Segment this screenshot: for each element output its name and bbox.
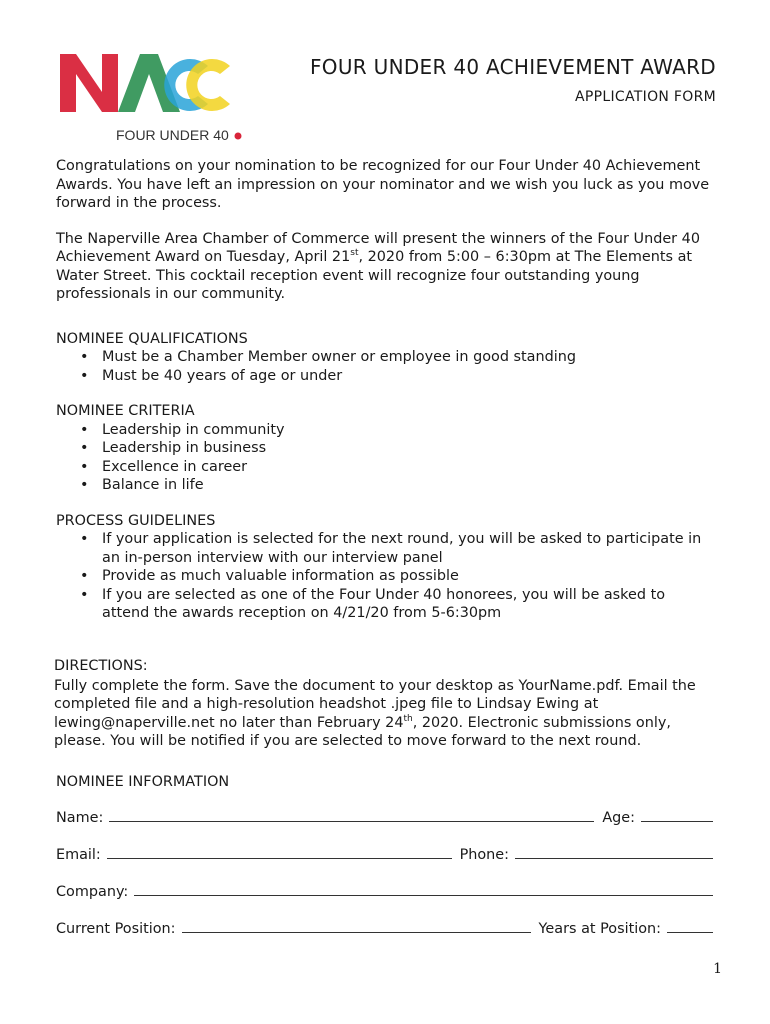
company-field[interactable] <box>134 883 713 896</box>
years-label: Years at Position: <box>538 920 661 937</box>
email-label: Email: <box>56 846 101 863</box>
phone-label: Phone: <box>459 846 509 863</box>
list-item: • If you are selected as one of the Four Under 40 honorees, you will be asked to attend the awards reception on 4/21/20 from 5-6:30pm <box>102 586 716 623</box>
name-age-row <box>56 809 713 846</box>
name-label: Name: <box>56 809 104 826</box>
list-item: • If your application is selected for the next round, you will be asked to participate in an in-person interview with our interview panel <box>102 530 716 567</box>
nominee-information-section <box>56 773 713 957</box>
list-item: • Must be a Chamber Member owner or employee in good standing <box>102 348 716 367</box>
logo-tagline: FOUR UNDER 40 <box>116 127 229 143</box>
years-field[interactable] <box>667 920 713 933</box>
criteria-section <box>56 402 716 495</box>
page-title: FOUR UNDER 40 ACHIEVEMENT AWARD <box>310 55 716 79</box>
position-label: Current Position: <box>56 920 176 937</box>
email-field[interactable] <box>107 846 452 859</box>
main-content <box>56 157 716 623</box>
qualifications-heading: NOMINEE QUALIFICATIONS <box>56 330 248 347</box>
directions-text: Fully complete the form. Save the document to your desktop as YourName.pdf. Email the completed file and a high-resolution headshot .jpeg file to Lindsay Ewing at lewing@naperville.net no later than February 24th, 2020. Electronic submissions only, please. You will be notified if you are selected to move forward to the next round. <box>54 677 696 749</box>
list-item: • Balance in life <box>102 476 716 495</box>
intro-paragraph-1: Congratulations on your nomination to be recognized for our Four Under 40 Achievement Awards. You have left an impression on your nominator and we wish you luck as you move forward in the process. <box>56 158 710 211</box>
page-subtitle: APPLICATION FORM <box>575 89 716 105</box>
criteria-heading: NOMINEE CRITERIA <box>56 403 195 419</box>
list-item: • Must be 40 years of age or under <box>102 367 716 386</box>
phone-field[interactable] <box>515 846 713 859</box>
list-item: • Leadership in community <box>102 421 716 440</box>
logo-letter-n <box>60 54 118 112</box>
position-row <box>56 920 713 957</box>
page-number: 1 <box>713 961 722 977</box>
list-item: • Leadership in business <box>102 439 716 458</box>
logo-dot <box>235 133 242 140</box>
directions-section <box>54 657 718 751</box>
list-item: • Provide as much valuable information as possible <box>102 567 716 586</box>
company-row <box>56 883 713 920</box>
name-field[interactable] <box>109 809 594 822</box>
list-item: • Excellence in career <box>102 458 716 477</box>
guidelines-section <box>56 512 716 623</box>
position-field[interactable] <box>182 920 531 933</box>
guidelines-heading: PROCESS GUIDELINES <box>56 512 216 529</box>
age-field[interactable] <box>641 809 713 822</box>
age-label: Age: <box>602 809 635 826</box>
company-label: Company: <box>56 883 129 900</box>
nacc-logo <box>58 52 248 152</box>
nominee-heading: NOMINEE INFORMATION <box>56 774 230 790</box>
qualifications-section <box>56 330 716 386</box>
intro-paragraph-2: The Naperville Area Chamber of Commerce will present the winners of the Four Under 40 Achievement Award on Tuesday, April 21st, 2020 from 5:00 – 6:30pm at The Elements at Water Street. This cocktail reception event will recognize four outstanding young professionals in our community. <box>56 230 700 302</box>
directions-heading: DIRECTIONS: <box>54 658 148 674</box>
email-phone-row <box>56 846 713 883</box>
